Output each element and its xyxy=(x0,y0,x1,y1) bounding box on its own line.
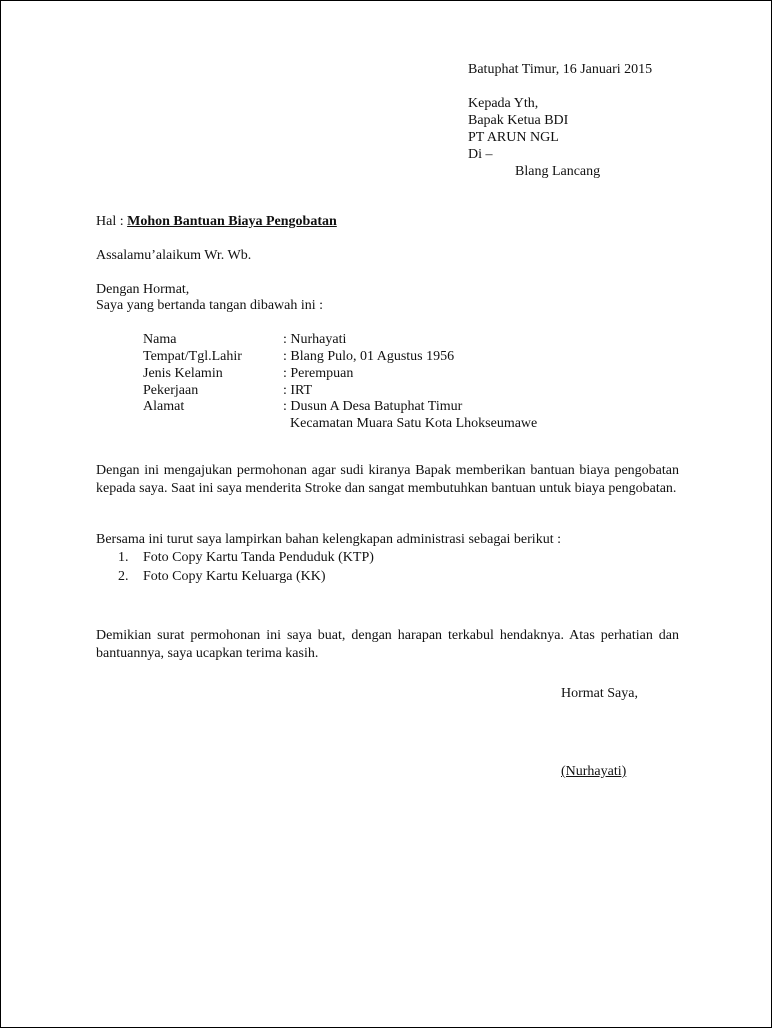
identity-value: : Dusun A Desa Batuphat Timur xyxy=(283,399,463,414)
closing-paragraph: Demikian surat permohonan ini saya buat, dengan harapan terkabul hendaknya. Atas perhatian dan bantuannya, saya ucapkan terima kasih. xyxy=(96,628,679,661)
identity-value: : Blang Pulo, 01 Agustus 1956 xyxy=(283,349,455,364)
sign-off: Hormat Saya, xyxy=(561,686,638,701)
identity-value: : IRT xyxy=(283,383,313,398)
list-item-number: 1. xyxy=(118,550,129,565)
recipient-line-5: Blang Lancang xyxy=(515,164,601,179)
signature-name: (Nurhayati) xyxy=(561,764,627,779)
recipient-line-3: PT ARUN NGL xyxy=(468,130,559,145)
opening-line-2: Saya yang bertanda tangan dibawah ini : xyxy=(96,298,324,313)
recipient-line-2: Bapak Ketua BDI xyxy=(468,113,569,128)
recipient-line-4: Di – xyxy=(468,147,493,162)
identity-label: Tempat/Tgl.Lahir xyxy=(143,349,242,364)
address-line-2: Kecamatan Muara Satu Kota Lhokseumawe xyxy=(290,416,538,431)
recipient-line-1: Kepada Yth, xyxy=(468,96,539,111)
identity-label: Alamat xyxy=(143,399,185,414)
opening-line-1: Dengan Hormat, xyxy=(96,282,190,297)
attachments-intro: Bersama ini turut saya lampirkan bahan kelengkapan administrasi sebagai berikut : xyxy=(96,532,561,547)
body-paragraph: Dengan ini mengajukan permohonan agar sudi kiranya Bapak memberikan bantuan biaya pengobatan kepada saya. Saat ini saya menderita Stroke dan sangat membutuhkan bantuan untuk biaya pengobatan. xyxy=(96,463,679,496)
greeting: Assalamu’alaikum Wr. Wb. xyxy=(96,248,252,263)
subject-label: Hal : xyxy=(96,214,124,229)
identity-label: Jenis Kelamin xyxy=(143,366,223,381)
subject-line xyxy=(96,213,337,230)
list-item: Foto Copy Kartu Keluarga (KK) xyxy=(143,569,326,584)
subject-text: Mohon Bantuan Biaya Pengobatan xyxy=(127,214,337,229)
place-date: Batuphat Timur, 16 Januari 2015 xyxy=(468,62,653,77)
identity-value: : Nurhayati xyxy=(283,332,347,347)
list-item-number: 2. xyxy=(118,569,129,584)
list-item: Foto Copy Kartu Tanda Penduduk (KTP) xyxy=(143,550,374,565)
identity-value: : Perempuan xyxy=(283,366,354,381)
identity-label: Pekerjaan xyxy=(143,383,199,398)
identity-label: Nama xyxy=(143,332,177,347)
